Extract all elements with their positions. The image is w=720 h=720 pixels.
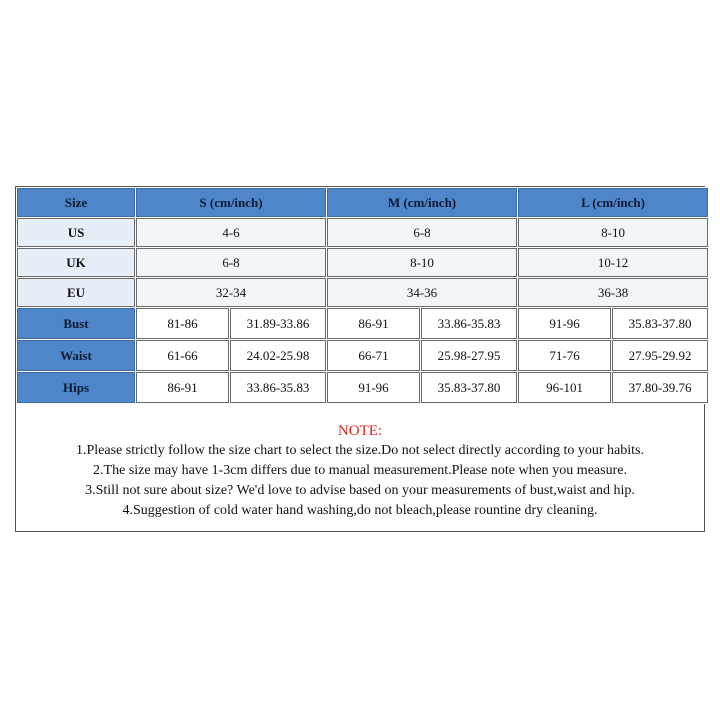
table-cell: 61-66	[136, 340, 229, 371]
size-chart	[15, 186, 705, 532]
table-row-eu	[17, 278, 708, 307]
table-cell: 25.98-27.95	[421, 340, 517, 371]
table-cell: 86-91	[327, 308, 420, 339]
table-cell: 66-71	[327, 340, 420, 371]
table-cell: 37.80-39.76	[612, 372, 708, 403]
row-label-uk: UK	[17, 248, 135, 277]
column-header-m: M (cm/inch)	[327, 188, 517, 217]
table-cell: 35.83-37.80	[421, 372, 517, 403]
row-label-us: US	[17, 218, 135, 247]
row-label-hips: Hips	[17, 372, 135, 403]
note-line-3: 3.Still not sure about size? We'd love to advise based on your measurements of bust,waist and hip.	[85, 483, 635, 498]
table-cell: 8-10	[518, 218, 708, 247]
notes-section	[16, 415, 704, 521]
table-cell: 91-96	[518, 308, 611, 339]
note-line-1: 1.Please strictly follow the size chart to select the size.Do not select directly according to your habits.	[76, 443, 644, 458]
table-row-us	[17, 218, 708, 247]
table-cell: 24.02-25.98	[230, 340, 326, 371]
header-row	[17, 188, 708, 217]
table-cell: 8-10	[327, 248, 517, 277]
table-cell: 34-36	[327, 278, 517, 307]
table-row-uk	[17, 248, 708, 277]
table-row-waist	[17, 340, 708, 371]
row-label-bust: Bust	[17, 308, 135, 339]
note-line-2: 2.The size may have 1-3cm differs due to manual measurement.Please note when you measure.	[93, 463, 627, 478]
note-line-4: 4.Suggestion of cold water hand washing,do not bleach,please rountine dry cleaning.	[122, 503, 598, 518]
row-label-eu: EU	[17, 278, 135, 307]
table-cell: 35.83-37.80	[612, 308, 708, 339]
table-row-hips	[17, 372, 708, 403]
row-label-waist: Waist	[17, 340, 135, 371]
table-cell: 6-8	[136, 248, 326, 277]
column-header-s: S (cm/inch)	[136, 188, 326, 217]
table-cell: 32-34	[136, 278, 326, 307]
table-cell: 31.89-33.86	[230, 308, 326, 339]
table-cell: 10-12	[518, 248, 708, 277]
column-header-l: L (cm/inch)	[518, 188, 708, 217]
table-cell: 36-38	[518, 278, 708, 307]
table-cell: 96-101	[518, 372, 611, 403]
table-cell: 33.86-35.83	[421, 308, 517, 339]
size-table	[16, 187, 709, 404]
table-cell: 27.95-29.92	[612, 340, 708, 371]
table-cell: 33.86-35.83	[230, 372, 326, 403]
table-row-bust	[17, 308, 708, 339]
table-cell: 71-76	[518, 340, 611, 371]
table-cell: 81-86	[136, 308, 229, 339]
table-cell: 91-96	[327, 372, 420, 403]
table-cell: 86-91	[136, 372, 229, 403]
table-cell: 4-6	[136, 218, 326, 247]
size-header: Size	[17, 188, 135, 217]
note-title: NOTE:	[337, 423, 383, 439]
table-cell: 6-8	[327, 218, 517, 247]
